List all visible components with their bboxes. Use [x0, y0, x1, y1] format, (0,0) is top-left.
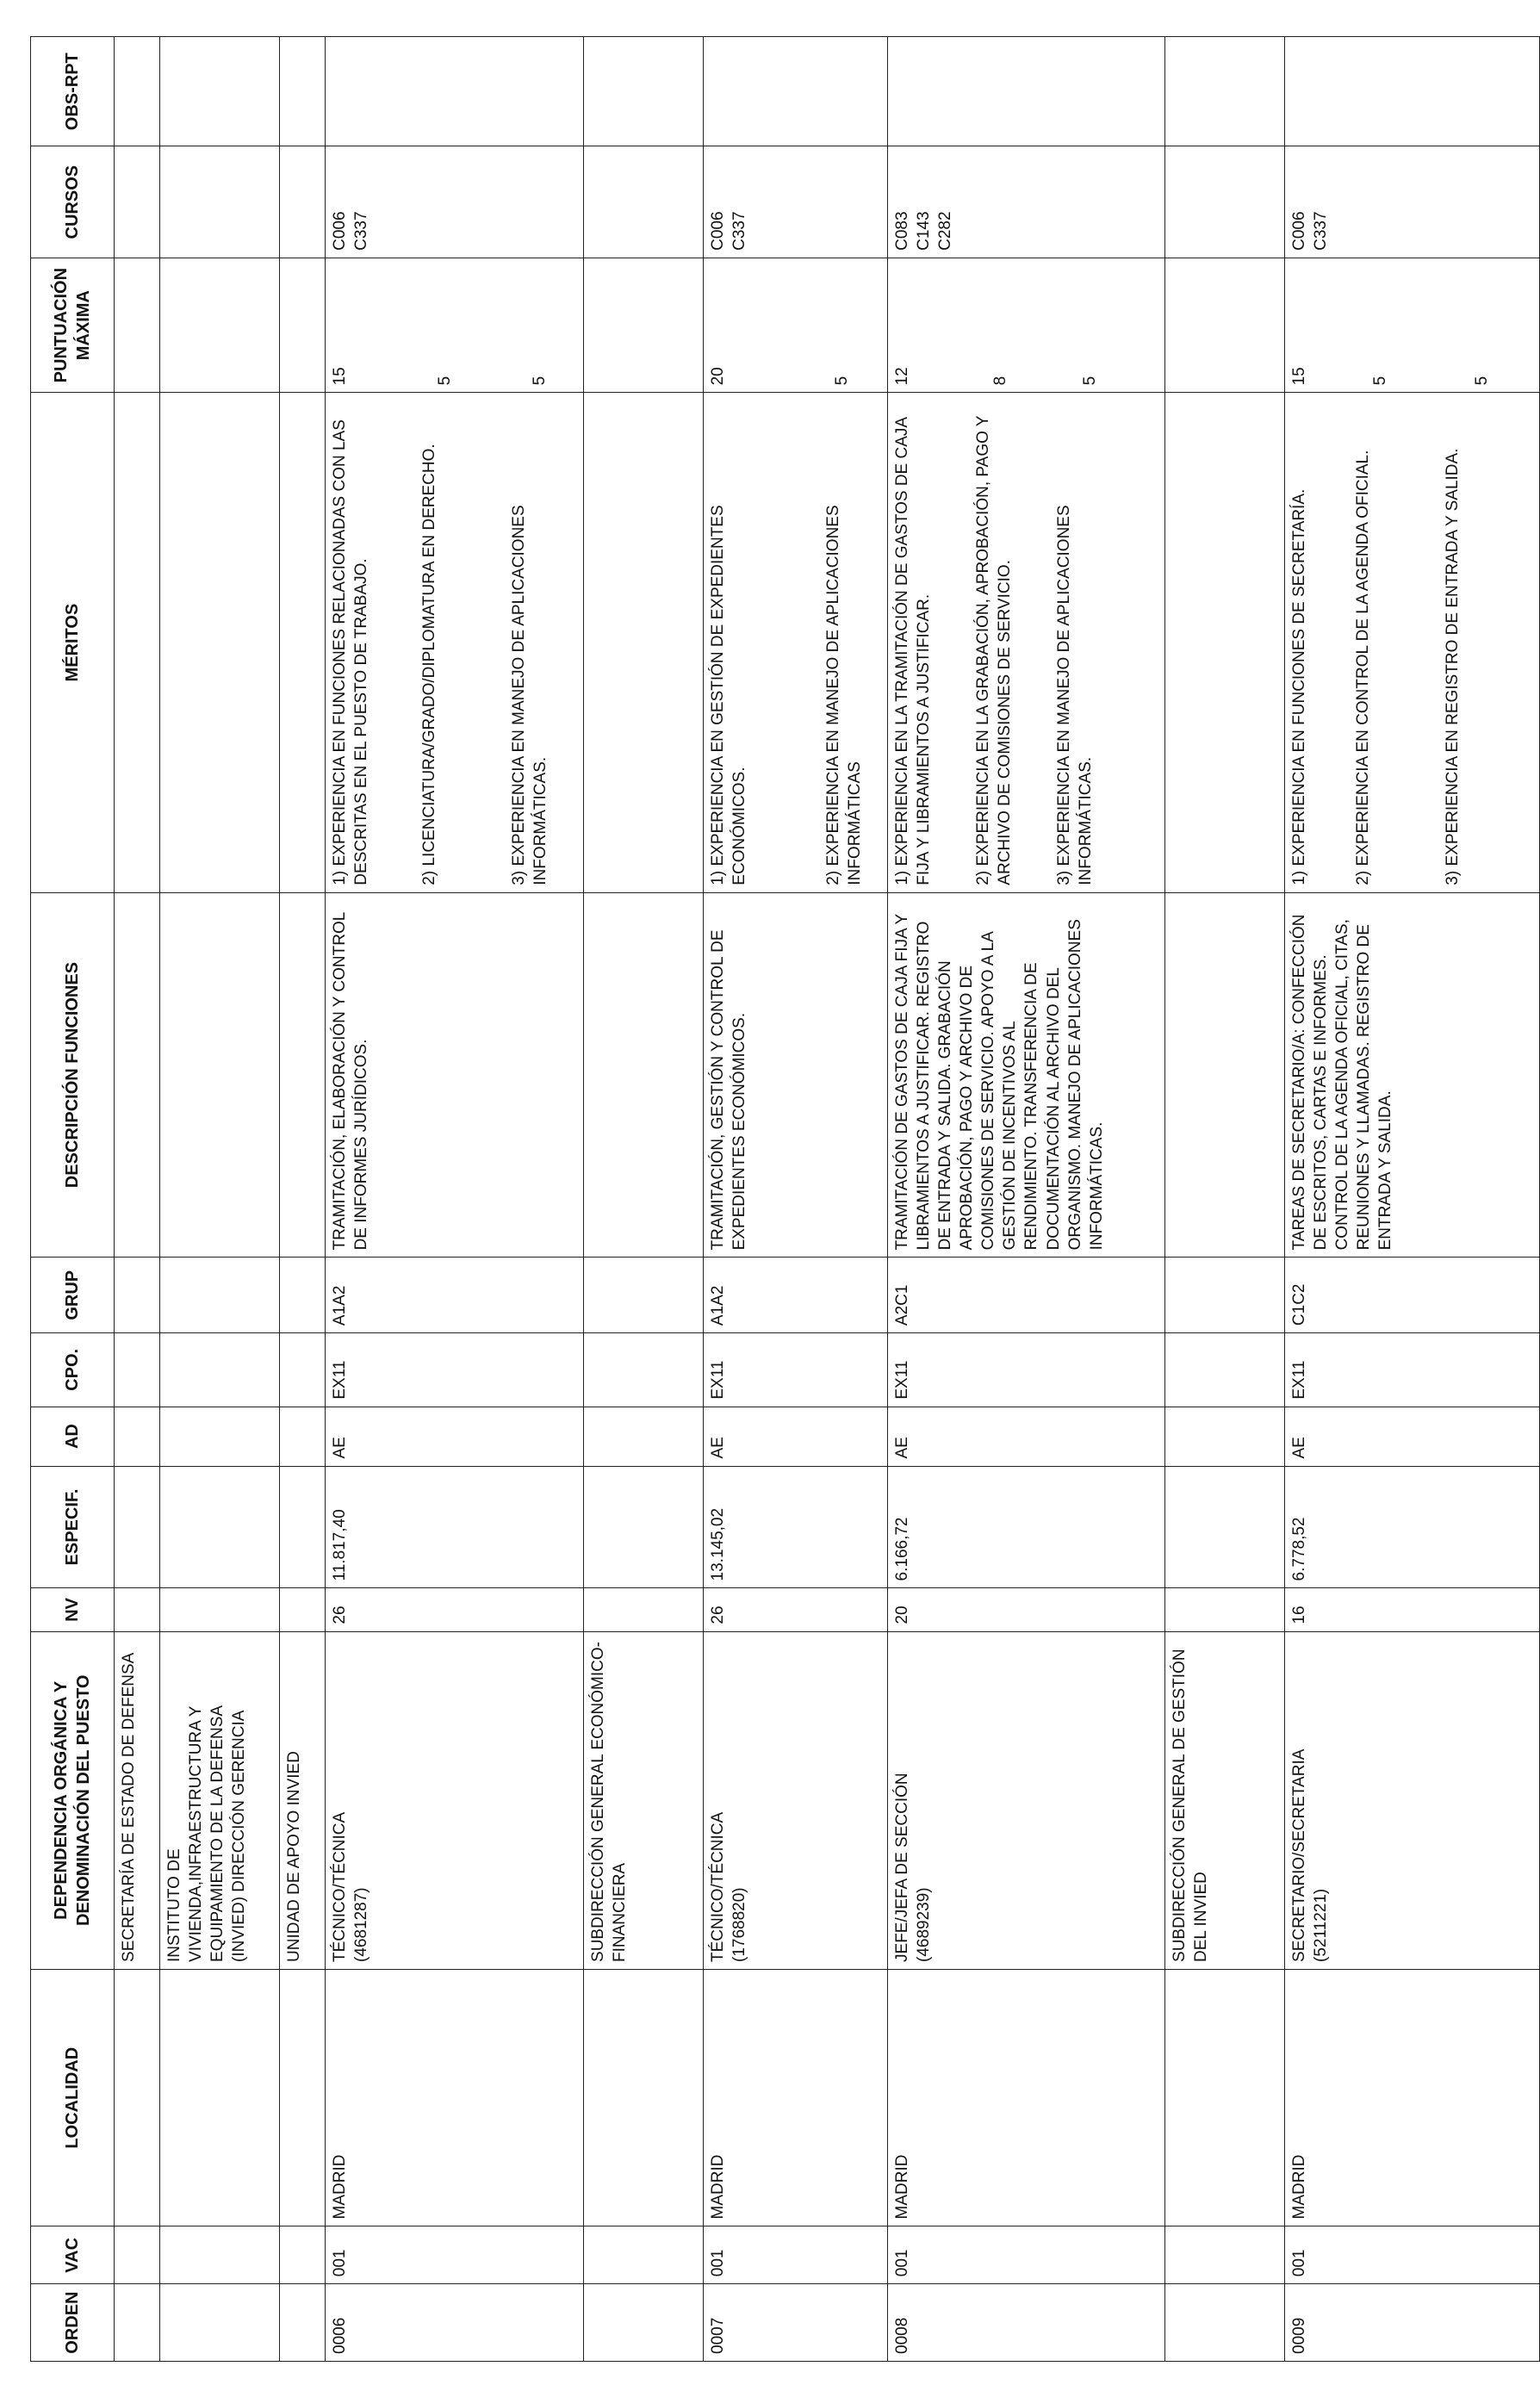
puesto-cell [888, 1631, 1165, 1969]
section-sub-gestion: SUBDIRECCIÓN GENERAL DE GESTIÓN DEL INVIED [1165, 1631, 1285, 1969]
curso-code: C006 [331, 211, 349, 251]
header-cursos: CURSOS [31, 146, 115, 258]
localidad-cell: MADRID [888, 1969, 1165, 2226]
section-row [280, 37, 326, 2362]
cursos-cell [704, 146, 888, 258]
puesto-name: TÉCNICO/TÉCNICA [709, 1811, 727, 1962]
points-item: 15 [1290, 367, 1308, 386]
ad-cell: AE [326, 1407, 584, 1466]
points-item: 5 [531, 376, 549, 386]
descripcion-cell: TAREAS DE SECRETARIO/A: CONFECCIÓN DE ESCRITOS, CARTAS E INFORMES. CONTROL DE LA AGENDA OFICIAL, CITAS, REUNIONES Y LLAMADAS. REGISTRO DE ENTRADA Y SALIDA. [1285, 892, 1540, 1258]
meritos-cell [326, 393, 584, 892]
header-row [31, 37, 115, 2362]
section-row [115, 37, 160, 2362]
section-sub-economico: SUBDIRECCIÓN GENERAL ECONÓMICO-FINANCIERA [584, 1631, 704, 1969]
puesto-code: (5211221) [1312, 1888, 1331, 1962]
merit-item: 3) EXPERIENCIA EN MANEJO DE APLICACIONES INFORMÁTICAS. [1055, 505, 1096, 885]
section-unidad-apoyo: UNIDAD DE APOYO INVIED [280, 1631, 326, 1969]
rpt-table [30, 36, 1540, 2362]
localidad-cell: MADRID [326, 1969, 584, 2226]
points-item: 5 [1371, 376, 1389, 386]
vac-cell: 001 [326, 2226, 584, 2284]
localidad-cell: MADRID [1285, 1969, 1540, 2226]
points-item: 5 [1081, 376, 1099, 386]
obs-cell [326, 37, 584, 146]
header-orden: ORDEN [31, 2284, 115, 2362]
section-row [1165, 37, 1285, 2362]
vac-cell: 001 [704, 2226, 888, 2284]
points-item: 5 [436, 376, 454, 386]
points-item: 5 [833, 376, 851, 386]
vac-cell: 001 [888, 2226, 1165, 2284]
meritos-cell [888, 393, 1165, 892]
meritos-cell [1285, 393, 1540, 892]
merit-item: 2) EXPERIENCIA EN MANEJO DE APLICACIONES INFORMÁTICAS [824, 505, 865, 885]
localidad-cell: MADRID [704, 1969, 888, 2226]
grup-cell: C1C2 [1285, 1258, 1540, 1333]
especif-cell: 6.166,72 [888, 1466, 1165, 1588]
cpo-cell: EX11 [704, 1333, 888, 1407]
meritos-cell [704, 393, 888, 892]
merit-item: 3) EXPERIENCIA EN MANEJO DE APLICACIONES INFORMÁTICAS. [510, 505, 550, 885]
obs-cell [1285, 37, 1540, 146]
descripcion-cell: TRAMITACIÓN, GESTIÓN Y CONTROL DE EXPEDIENTES ECONÓMICOS. [704, 892, 888, 1258]
curso-code: C337 [352, 211, 371, 251]
section-instituto: INSTITUTO DE VIVIENDA,INFRAESTRUCTURA Y EQUIPAMIENTO DE LA DEFENSA (INVIED) DIRECCIÓN GERENCIA [160, 1631, 280, 1969]
header-puntuacion: PUNTUACIÓN MÁXIMA [31, 258, 115, 393]
puntuacion-cell [888, 258, 1165, 393]
cursos-cell [888, 146, 1165, 258]
cpo-cell: EX11 [326, 1333, 584, 1407]
especif-cell: 11.817,40 [326, 1466, 584, 1588]
orden-cell: 0008 [888, 2284, 1165, 2362]
points-item: 20 [709, 367, 727, 386]
header-dependencia: DEPENDENCIA ORGÁNICA Y DENOMINACIÓN DEL PUESTO [31, 1631, 115, 1969]
curso-code: C143 [915, 211, 934, 251]
ad-cell: AE [704, 1407, 888, 1466]
ad-cell: AE [888, 1407, 1165, 1466]
puntuacion-cell [1285, 258, 1540, 393]
merit-item: 2) LICENCIATURA/GRADO/DIPLOMATURA EN DERECHO. [420, 444, 438, 885]
table-row [888, 37, 1165, 2362]
nv-cell: 20 [888, 1588, 1165, 1631]
curso-code: C337 [730, 211, 749, 251]
puesto-code: (1768820) [730, 1887, 749, 1962]
puesto-cell [704, 1631, 888, 1969]
table-row [1285, 37, 1540, 2362]
cpo-cell: EX11 [888, 1333, 1165, 1407]
curso-code: C006 [1290, 211, 1308, 251]
header-meritos: MÉRITOS [31, 393, 115, 892]
curso-code: C282 [936, 211, 955, 251]
table-row [704, 37, 888, 2362]
table-row [326, 37, 584, 2362]
puesto-code: (4689239) [915, 1887, 934, 1962]
especif-cell: 13.145,02 [704, 1466, 888, 1588]
puesto-name: TÉCNICO/TÉCNICA [331, 1811, 349, 1962]
points-item: 8 [991, 376, 1009, 386]
curso-code: C006 [709, 211, 727, 251]
points-item: 5 [1473, 376, 1491, 386]
curso-code: C337 [1312, 211, 1331, 251]
orden-cell: 0007 [704, 2284, 888, 2362]
especif-cell: 6.778,52 [1285, 1466, 1540, 1588]
header-ad: AD [31, 1407, 115, 1466]
merit-item: 1) EXPERIENCIA EN GESTIÓN DE EXPEDIENTES ECONÓMICOS. [709, 505, 749, 885]
puesto-name: JEFE/JEFA DE SECCIÓN [893, 1773, 911, 1962]
nv-cell: 16 [1285, 1588, 1540, 1631]
merit-item: 1) EXPERIENCIA EN LA TRAMITACIÓN DE GASTOS DE CAJA FIJA Y LIBRAMIENTOS A JUSTIFICAR. [893, 417, 934, 885]
ad-cell: AE [1285, 1407, 1540, 1466]
cursos-cell [326, 146, 584, 258]
curso-code: C083 [893, 211, 911, 251]
merit-item: 1) EXPERIENCIA EN FUNCIONES RELACIONADAS CON LAS DESCRITAS EN EL PUESTO DE TRABAJO. [331, 419, 371, 885]
header-cpo: CPO. [31, 1333, 115, 1407]
cpo-cell: EX11 [1285, 1333, 1540, 1407]
section-row [160, 37, 280, 2362]
grup-cell: A2C1 [888, 1258, 1165, 1333]
puesto-code: (4681287) [352, 1887, 371, 1962]
grup-cell: A1A2 [704, 1258, 888, 1333]
header-grup: GRUP [31, 1258, 115, 1333]
grup-cell: A1A2 [326, 1258, 584, 1333]
header-descripcion: DESCRIPCIÓN FUNCIONES [31, 892, 115, 1258]
nv-cell: 26 [704, 1588, 888, 1631]
header-obs: OBS-RPT [31, 37, 115, 146]
descripcion-cell: TRAMITACIÓN, ELABORACIÓN Y CONTROL DE INFORMES JURÍDICOS. [326, 892, 584, 1258]
section-row [584, 37, 704, 2362]
cursos-cell [1285, 146, 1540, 258]
merit-item: 1) EXPERIENCIA EN FUNCIONES DE SECRETARÍA. [1290, 488, 1308, 885]
puntuacion-cell [326, 258, 584, 393]
puntuacion-cell [704, 258, 888, 393]
header-vac: VAC [31, 2226, 115, 2284]
header-especif: ESPECIF. [31, 1466, 115, 1588]
merit-item: 3) EXPERIENCIA EN REGISTRO DE ENTRADA Y SALIDA. [1444, 448, 1462, 885]
header-nv: NV [31, 1588, 115, 1631]
merit-item: 2) EXPERIENCIA EN CONTROL DE LA AGENDA OFICIAL. [1354, 450, 1372, 885]
obs-cell [704, 37, 888, 146]
points-item: 15 [331, 367, 349, 386]
puesto-cell [1285, 1631, 1540, 1969]
vac-cell: 001 [1285, 2226, 1540, 2284]
section-secretaria: SECRETARÍA DE ESTADO DE DEFENSA [115, 1631, 160, 1969]
orden-cell: 0009 [1285, 2284, 1540, 2362]
puesto-cell [326, 1631, 584, 1969]
header-localidad: LOCALIDAD [31, 1969, 115, 2226]
merit-item: 2) EXPERIENCIA EN LA GRABACIÓN, APROBACIÓN, PAGO Y ARCHIVO DE COMISIONES DE SERVICIO. [974, 415, 1015, 885]
obs-cell [888, 37, 1165, 146]
orden-cell: 0006 [326, 2284, 584, 2362]
puesto-name: SECRETARIO/SECRETARIA [1290, 1748, 1308, 1962]
points-item: 12 [893, 367, 911, 386]
nv-cell: 26 [326, 1588, 584, 1631]
descripcion-cell: TRAMITACIÓN DE GASTOS DE CAJA FIJA Y LIBRAMIENTOS A JUSTIFICAR. REGISTRO DE ENTRADA Y SALIDA. GRABACIÓN APROBACIÓN, PAGO Y ARCHIVO DE COMISIONES DE SERVICIO. APOYO A LA GESTIÓN DE INCENTIVOS AL RENDIMIENTO. TRANSFERENCIA DE DOCUMENTACIÓN AL ARCHIVO DEL ORGANISMO. MANEJO DE APLICACIONES INFORMÁTICAS. [888, 892, 1165, 1258]
